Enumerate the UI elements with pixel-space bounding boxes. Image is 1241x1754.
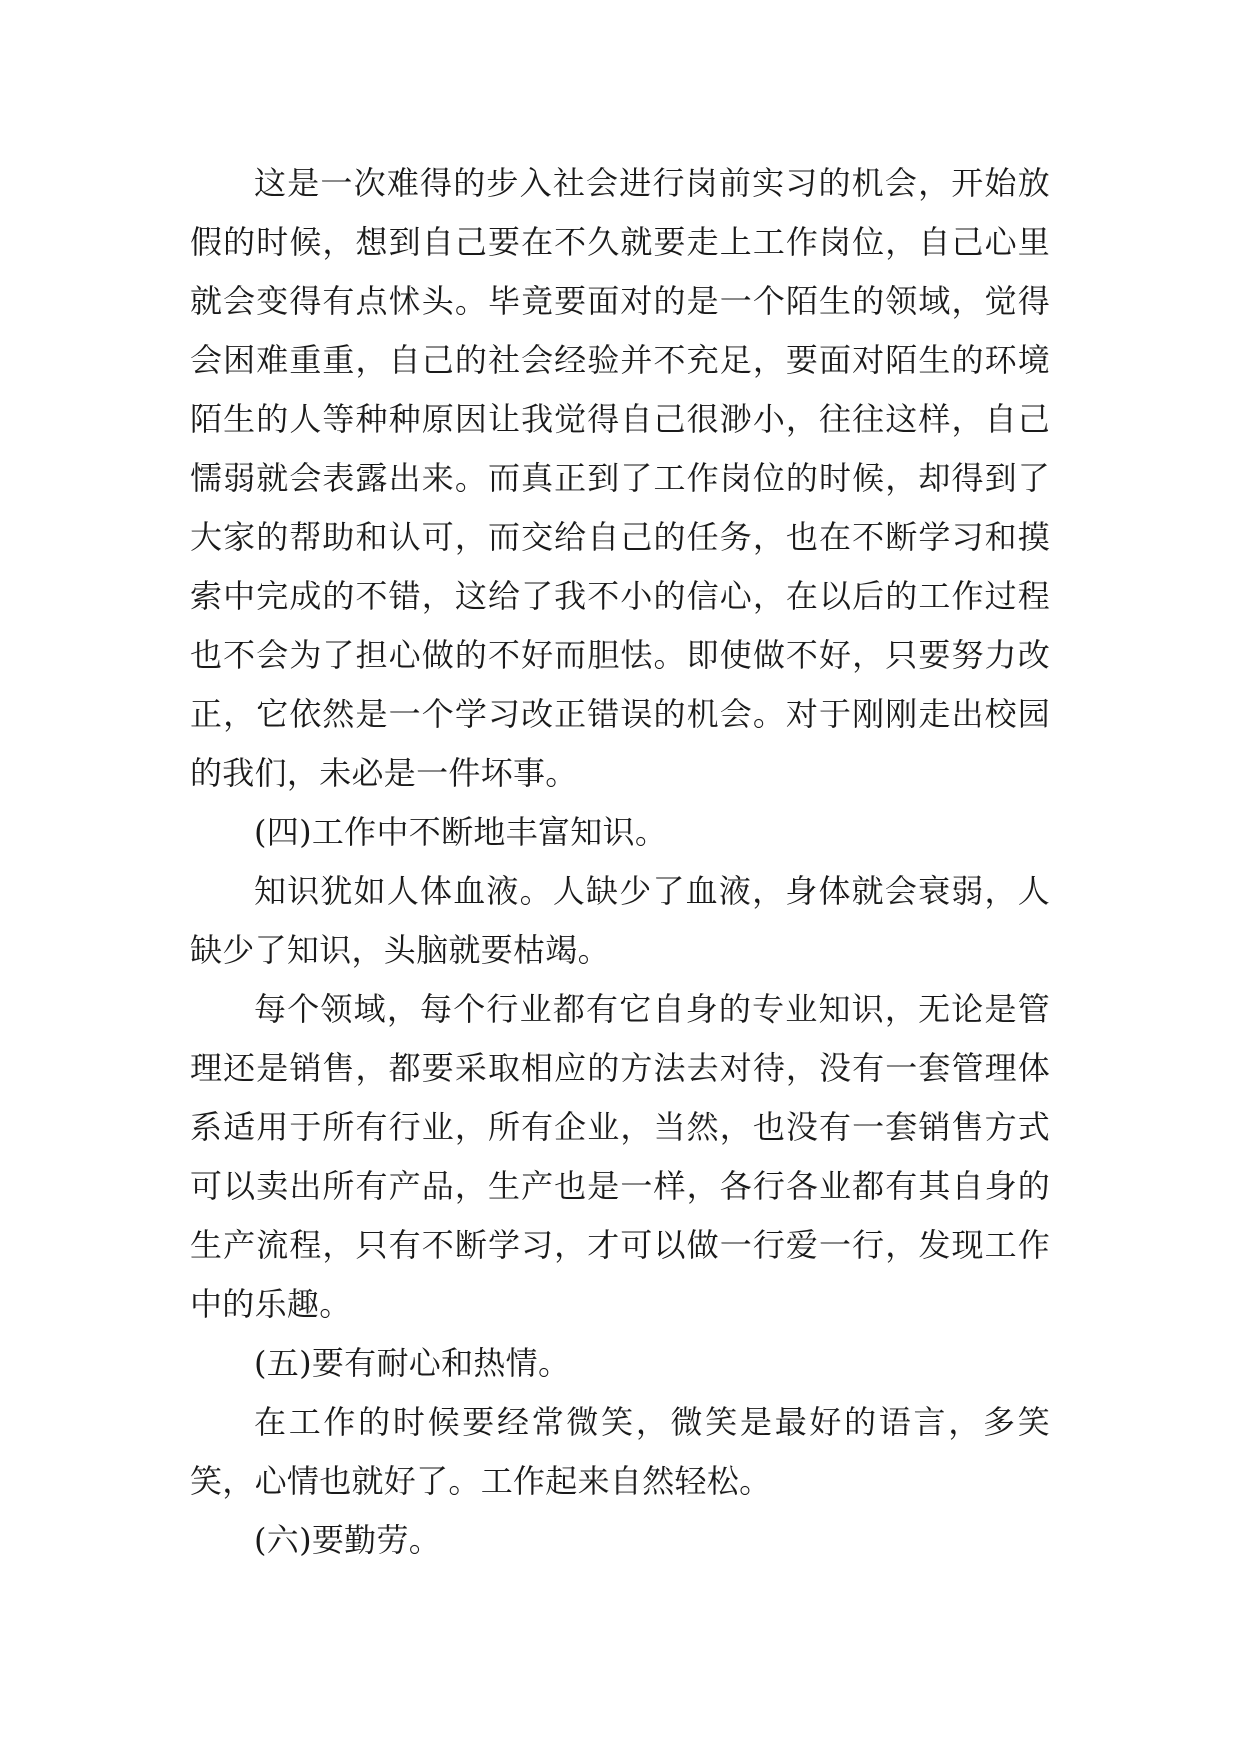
paragraph-smile: 在工作的时候要经常微笑，微笑是最好的语言，多笑笑，心情也就好了。工作起来自然轻松。 (190, 1403, 1050, 1500)
paragraph-industry-knowledge: 每个领域，每个行业都有它自身的专业知识，无论是管理还是销售，都要采取相应的方法去对待，没有一套管理体系适用于所有行业，所有企业，当然，也没有一套销售方式可以卖出所有产品，生产也是一样，各行各业都有其自身的生产流程，只有不断学习，才可以做一行爱一行，发现工作中的乐趣。 (190, 990, 1050, 1323)
paragraph-internship-reflection: 这是一次难得的步入社会进行岗前实习的机会，开始放假的时候，想到自己要在不久就要走上工作岗位，自己心里就会变得有点怵头。毕竟要面对的是一个陌生的领域，觉得会困难重重，自己的社会经验并不充足，要面对陌生的环境陌生的人等种种原因让我觉得自己很渺小，往往这样，自己懦弱就会表露出来。而真正到了工作岗位的时候，却得到了大家的帮助和认可，而交给自己的任务，也在不断学习和摸索中完成的不错，这给了我不小的信心，在以后的工作过程也不会为了担心做的不好而胆怯。即使做不好，只要努力改正，它依然是一个学习改正错误的机会。对于刚刚走出校园的我们，未必是一件坏事。 (190, 164, 1050, 792)
section-heading-6: (六)要勤劳。 (254, 1521, 442, 1559)
paragraph-knowledge-blood: 知识犹如人体血液。人缺少了血液，身体就会衰弱，人缺少了知识，头脑就要枯竭。 (190, 872, 1050, 969)
section-heading-5: (五)要有耐心和热情。 (254, 1344, 571, 1382)
section-heading-4: (四)工作中不断地丰富知识。 (254, 813, 668, 851)
document-body (190, 154, 1050, 1570)
